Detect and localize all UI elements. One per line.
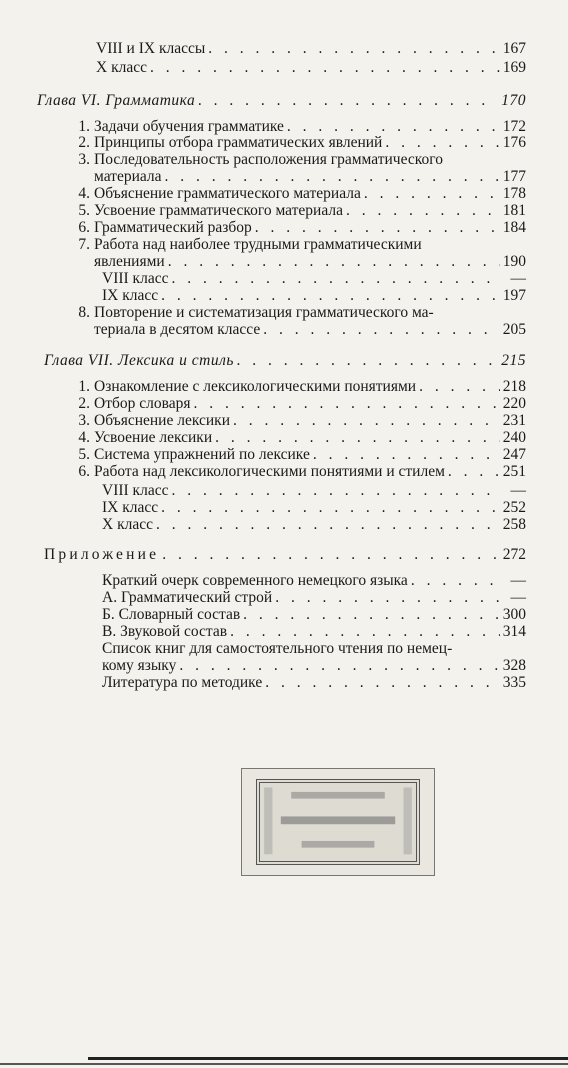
entry-title: VIII класс — [102, 482, 169, 499]
toc-entry — [102, 640, 526, 657]
bottom-rule — [88, 1057, 568, 1060]
leader-dots — [230, 623, 500, 640]
entry-title: Задачи обучения грамматике — [94, 118, 284, 135]
toc-entry — [102, 589, 526, 606]
toc-entry-continuation — [102, 657, 526, 674]
toc-entry — [70, 304, 526, 321]
entry-page: 176 — [502, 134, 526, 151]
entry-number: 1. — [78, 378, 90, 395]
toc-subentry — [102, 499, 526, 516]
entry-page: — — [510, 482, 526, 499]
entry-number: 7. — [78, 236, 90, 253]
entry-title: Усвоение грамматического материала — [94, 202, 343, 219]
entry-number: 8. — [78, 304, 90, 321]
entry-title: Литература по методике — [102, 674, 263, 691]
entry-title: Отбор словаря — [94, 395, 191, 412]
chapter-title: Глава VI. Грамматика — [37, 92, 196, 109]
leader-dots — [243, 606, 500, 623]
stamp-frame — [256, 779, 420, 865]
leader-dots — [287, 118, 500, 135]
leader-dots — [255, 219, 500, 236]
toc-entry — [96, 59, 526, 76]
entry-page: 218 — [502, 378, 526, 395]
leader-dots — [165, 168, 500, 185]
entry-page: 197 — [502, 287, 526, 304]
entry-number: 6. — [78, 463, 90, 480]
entry-page: 328 — [502, 657, 526, 674]
chapter-heading — [44, 352, 526, 369]
library-stamp — [241, 768, 435, 876]
entry-title: VIII и IX классы — [96, 40, 206, 57]
entry-page: 231 — [502, 412, 526, 429]
leader-dots — [385, 134, 499, 151]
appendix-heading — [44, 546, 526, 563]
leader-dots — [346, 202, 500, 219]
entry-title: Объяснение лексики — [94, 412, 230, 429]
leader-dots — [208, 40, 499, 57]
entry-title: Усвоение лексики — [94, 429, 213, 446]
toc-entry — [70, 378, 526, 395]
toc-entry — [102, 572, 526, 589]
leader-dots — [265, 674, 500, 691]
entry-title: Система упражнений по лексике — [94, 446, 310, 463]
entry-title: X класс — [102, 516, 153, 533]
toc-subentry — [102, 287, 526, 304]
entry-number: 2. — [78, 134, 90, 151]
leader-dots — [162, 546, 500, 563]
entry-number: 5. — [78, 446, 90, 463]
entry-page: 190 — [502, 253, 526, 270]
entry-page: 220 — [502, 395, 526, 412]
entry-title: X класс — [96, 59, 147, 76]
entry-page: — — [510, 270, 526, 287]
entry-title: IX класс — [102, 499, 159, 516]
entry-page: 335 — [502, 674, 526, 691]
entry-page: 169 — [502, 59, 526, 76]
entry-title: Б. Словарный состав — [102, 606, 241, 623]
leader-dots — [411, 572, 501, 589]
entry-title: VIII класс — [102, 270, 169, 287]
entry-page: 258 — [502, 516, 526, 533]
entry-page: 170 — [501, 92, 526, 109]
entry-page: 184 — [502, 219, 526, 236]
toc-entry — [96, 40, 526, 57]
entry-page: 314 — [502, 623, 526, 640]
toc-entry-continuation — [94, 253, 526, 270]
entry-page: 247 — [502, 446, 526, 463]
leader-dots — [156, 516, 500, 533]
toc-entry — [102, 674, 526, 691]
leader-dots — [193, 395, 499, 412]
leader-dots — [448, 463, 500, 480]
toc-entry — [70, 134, 526, 151]
toc-entry — [70, 202, 526, 219]
toc-entry — [70, 236, 526, 253]
appendix-title: Приложение — [44, 546, 160, 563]
entry-title-continuation: материала — [94, 168, 162, 185]
toc-entry — [70, 412, 526, 429]
leader-dots — [313, 446, 500, 463]
entry-number: 3. — [78, 151, 90, 168]
entry-page: 252 — [502, 499, 526, 516]
entry-page: — — [510, 572, 526, 589]
stamp-marks — [260, 783, 416, 861]
leader-dots — [233, 412, 500, 429]
entry-title: Работа над наиболее трудными грамматическими — [94, 236, 422, 253]
entry-title: Повторение и систематизация грамматического ма- — [94, 304, 434, 321]
leader-dots — [263, 321, 500, 338]
chapter-heading — [37, 92, 526, 109]
leader-dots — [364, 185, 500, 202]
toc-entry — [70, 429, 526, 446]
entry-number: 4. — [78, 185, 90, 202]
leader-dots — [198, 92, 498, 109]
entry-number: 2. — [78, 395, 90, 412]
toc-entry — [102, 623, 526, 640]
chapter-title: Глава VII. Лексика и стиль — [44, 352, 234, 369]
entry-page: 178 — [502, 185, 526, 202]
entry-title: Принципы отбора грамматических явлений — [94, 134, 383, 151]
toc-entry — [70, 463, 526, 480]
leader-dots — [171, 482, 501, 499]
leader-dots — [150, 59, 500, 76]
leader-dots — [215, 429, 500, 446]
entry-page: 272 — [502, 546, 526, 563]
bottom-edge — [0, 1063, 568, 1065]
entry-page: 300 — [502, 606, 526, 623]
toc-entry-continuation — [94, 168, 526, 185]
leader-dots — [161, 499, 500, 516]
entry-number: 4. — [78, 429, 90, 446]
toc-entry-continuation — [94, 321, 526, 338]
entry-title: Работа над лексикологическими понятиями и стилем — [94, 463, 445, 480]
leader-dots — [168, 253, 500, 270]
entry-page: 251 — [502, 463, 526, 480]
entry-number: 6. — [78, 219, 90, 236]
entry-title: Список книг для самостоятельного чтения по немец- — [102, 640, 453, 657]
entry-title: Объяснение грамматического материала — [94, 185, 361, 202]
toc-subentry — [102, 516, 526, 533]
entry-title: Грамматический разбор — [94, 219, 252, 236]
entry-title: А. Грамматический строй — [102, 589, 273, 606]
leader-dots — [161, 287, 500, 304]
toc-entry — [70, 151, 526, 168]
entry-title: В. Звуковой состав — [102, 623, 228, 640]
entry-page: 181 — [502, 202, 526, 219]
entry-number: 5. — [78, 202, 90, 219]
leader-dots — [275, 589, 501, 606]
entry-title: Ознакомление с лексикологическими понятиями — [94, 378, 417, 395]
toc-entry — [70, 118, 526, 135]
entry-page: 172 — [502, 118, 526, 135]
toc-entry — [102, 606, 526, 623]
toc-entry — [70, 219, 526, 236]
toc-entry — [70, 185, 526, 202]
toc-subentry — [102, 270, 526, 287]
entry-title-continuation: кому языку — [102, 657, 177, 674]
toc-subentry — [102, 482, 526, 499]
entry-number: 3. — [78, 412, 90, 429]
entry-title: IX класс — [102, 287, 159, 304]
leader-dots — [237, 352, 498, 369]
entry-page: 215 — [501, 352, 526, 369]
entry-page: 177 — [502, 168, 526, 185]
entry-title: Краткий очерк современного немецкого языка — [102, 572, 408, 589]
toc-entry — [70, 446, 526, 463]
toc-entry — [70, 395, 526, 412]
entry-title-continuation: явлениями — [94, 253, 165, 270]
entry-page: 205 — [502, 321, 526, 338]
leader-dots — [419, 378, 500, 395]
entry-title: Последовательность расположения грамматического — [94, 151, 443, 168]
entry-page: 240 — [502, 429, 526, 446]
entry-page: — — [510, 589, 526, 606]
leader-dots — [171, 270, 501, 287]
leader-dots — [179, 657, 499, 674]
entry-number: 1. — [78, 118, 90, 135]
entry-page: 167 — [502, 40, 526, 57]
entry-title-continuation: териала в десятом классе — [94, 321, 261, 338]
